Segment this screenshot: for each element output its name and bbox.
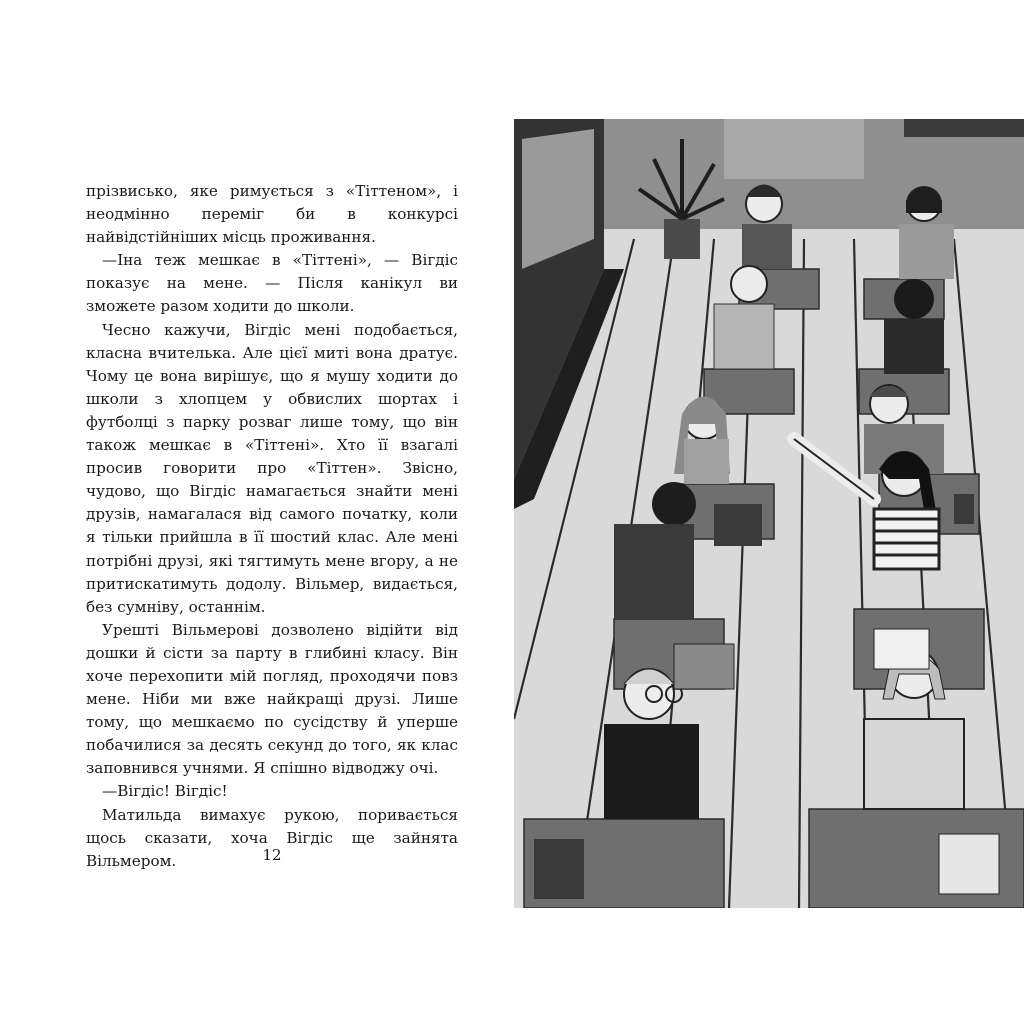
paragraph: Урешті Вільмерові дозволено відійти від дошки й сісти за парту в глибині класу. Він хоче перехопити мій погляд, проходячи повз мене. Ніби ми вже найкращі друзі. Лише тому, що мешкаємо по сусідству й уперше побачилися за десять секунд до того, як клас заповнився учнями. Я спішно відводжу очі. — [86, 620, 458, 778]
bookshelf — [904, 119, 1024, 137]
classroom-illustration — [514, 119, 1024, 908]
paragraph: —Вігдіс! Вігдіс! — [102, 782, 228, 801]
paragraph: Чесно кажучи, Вігдіс мені подобається, класна вчителька. Але цієї миті вона дратує. Чому це вона вирішує, що я мушу ходити до школи з хлопцем у обвислих шортах і футболці з парку розваг лише тому, що він також мешкає в «Тіттені». Хто її взагалі просив говорити про «Тіттен». Звісно, чудово, що Вігдіс намагається знайти мені друзів, намагалася від самого початку, коли я тільки прийшла в її шостий клас. Але мені потрібні друзі, які тягтимуть мене вгору, а не притискатимуть додолу. Вільмер, видається, без сумніву, останнім. — [86, 320, 458, 616]
page-number: 12 — [262, 846, 282, 864]
paragraph: —Іна теж мешкає в «Тіттені», — Вігдіс показує на мене. — Після канікул ви зможете разом ходити до школи. — [86, 251, 458, 316]
paragraph: Матильда вимахує рукою, поривається щось сказати, хоча Вігдіс ще зайнята Вільмером. — [86, 805, 458, 870]
paragraph: прізвисько, яке римується з «Тіттеном», і неодмінно переміг би в конкурсі найвідстійніших місць проживання. — [86, 182, 458, 247]
blackboard — [724, 119, 864, 179]
classroom-scene-svg — [514, 119, 1024, 908]
text-column — [86, 180, 458, 873]
